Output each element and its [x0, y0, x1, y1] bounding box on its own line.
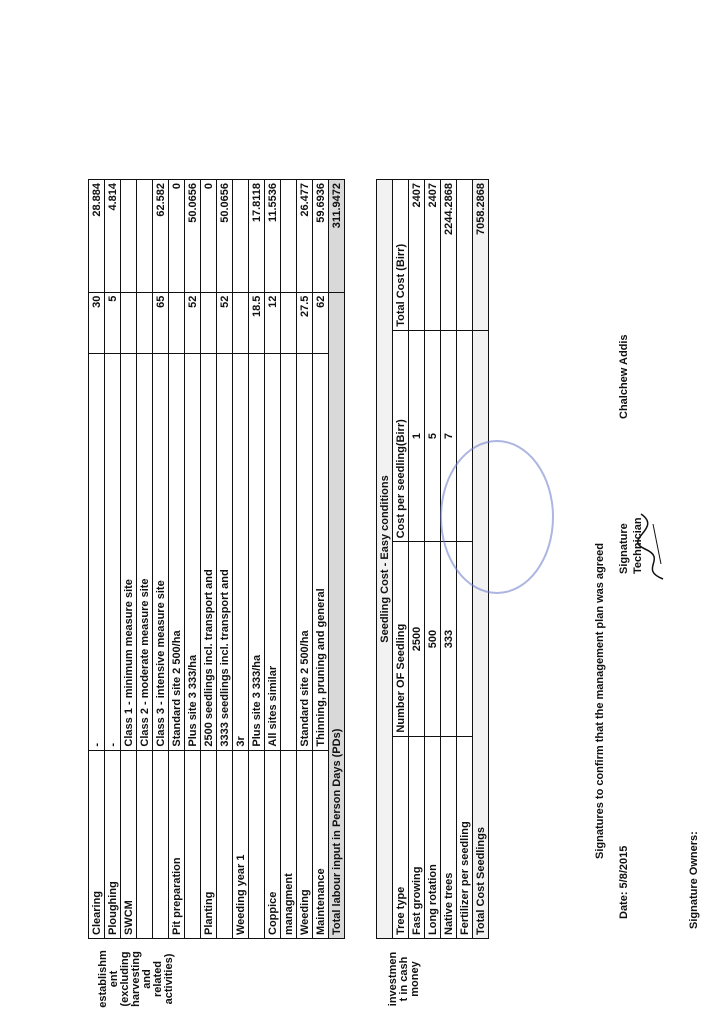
labour-row — [185, 180, 201, 939]
labour-row — [249, 180, 265, 939]
seedling-type: Long rotation — [425, 736, 441, 938]
seedling-cost-per: 7 — [441, 330, 457, 542]
labour-activity — [217, 750, 233, 938]
document-frame — [88, 4, 722, 1008]
seedling-type: Fast growing — [409, 736, 425, 938]
labour-cost — [137, 180, 153, 293]
signature-label: Signature — [618, 523, 630, 574]
labour-row — [217, 180, 233, 939]
header-number: Number OF Seedling — [393, 542, 409, 736]
labour-row — [281, 180, 297, 939]
labour-detail: 3r — [233, 353, 249, 750]
labour-detail: Class 3 - intensive measure site — [153, 353, 169, 750]
seedling-total: 2407 — [425, 180, 441, 331]
seedling-type: Fertilizer per seedling — [457, 736, 473, 938]
labour-cost: 0 — [201, 180, 217, 293]
technician-label: Technician — [632, 517, 644, 574]
seedling-number: 333 — [441, 542, 457, 736]
seedling-number: 500 — [425, 542, 441, 736]
labour-activity: SWCM — [121, 750, 137, 938]
seedling-total: 2407 — [409, 180, 425, 331]
labour-cost: 11.5536 — [265, 180, 281, 293]
labour-pds: 18.5 — [249, 292, 265, 353]
seedling-number: 2500 — [409, 542, 425, 736]
labour-detail: Plus site 3 333/ha — [185, 353, 201, 750]
establishment-label: establishm ent (excluding harvesting and related activities) — [97, 950, 175, 1008]
labour-pds: 12 — [265, 292, 281, 353]
seedling-row — [409, 180, 425, 939]
labour-pds — [137, 292, 153, 353]
seedling-title-row — [377, 180, 393, 939]
seedling-row — [425, 180, 441, 939]
labour-cost: 17.8118 — [249, 180, 265, 293]
labour-row — [153, 180, 169, 939]
seedling-title: Seedling Cost - Easy conditions — [377, 180, 393, 939]
labour-pds: 27.5 — [297, 292, 313, 353]
labour-activity: Planting — [201, 750, 217, 938]
header-tree-type: Tree type — [393, 736, 409, 938]
labour-activity — [185, 750, 201, 938]
labour-cost — [281, 180, 297, 293]
agreement-text: Signatures to confirm that the management plan was agreed — [594, 542, 606, 859]
technician-name: Chalchew Addis — [618, 334, 630, 419]
labour-cost — [121, 180, 137, 293]
labour-cost: 62.582 — [153, 180, 169, 293]
labour-cost: 50.0656 — [185, 180, 201, 293]
labour-pds: 52 — [217, 292, 233, 353]
labour-pds: 5 — [105, 292, 121, 353]
labour-total-cost: 311.9472 — [329, 180, 345, 293]
labour-cost: 4.814 — [105, 180, 121, 293]
labour-total-label: Total labour input in Person Days (PDs) — [329, 292, 345, 938]
labour-row — [137, 180, 153, 939]
labour-detail: - — [89, 353, 105, 750]
labour-pds — [201, 292, 217, 353]
labour-activity — [249, 750, 265, 938]
labour-total-row — [329, 180, 345, 939]
labour-cost: 26.477 — [297, 180, 313, 293]
labour-activity: Weeding — [297, 750, 313, 938]
labour-detail: All sites similar — [265, 353, 281, 750]
labour-cost: 50.0656 — [217, 180, 233, 293]
owners-signature: Signature Owners: — [688, 831, 700, 929]
labour-row — [313, 180, 329, 939]
labour-detail: Standard site 2 500/ha — [297, 353, 313, 750]
labour-pds: 65 — [153, 292, 169, 353]
seedling-total-label: Total Cost Seedlings — [473, 330, 489, 938]
labour-activity: Maintenance — [313, 750, 329, 938]
labour-detail: Thinning, pruning and general — [313, 353, 329, 750]
handwritten-signature — [633, 504, 673, 584]
labour-pds: 30 — [89, 292, 105, 353]
labour-activity — [137, 750, 153, 938]
labour-cost — [233, 180, 249, 293]
labour-detail: 3333 seedlings incl. transport and — [217, 353, 233, 750]
labour-row — [201, 180, 217, 939]
labour-cost: 59.6936 — [313, 180, 329, 293]
header-cost-per: Cost per seedling(Birr) — [393, 330, 409, 542]
labour-pds — [233, 292, 249, 353]
labour-pds: 62 — [313, 292, 329, 353]
labour-row — [169, 180, 185, 939]
labour-detail: 2500 seedlings incl. transport and — [201, 353, 217, 750]
labour-row — [121, 180, 137, 939]
seedling-cost-per: 1 — [409, 330, 425, 542]
labour-activity: Coppice — [265, 750, 281, 938]
seedling-total: 2244.2868 — [441, 180, 457, 331]
labour-detail: Class 1 - minimum measure site — [121, 353, 137, 750]
labour-detail: Plus site 3 333/ha — [249, 353, 265, 750]
labour-pds — [121, 292, 137, 353]
labour-detail: - — [105, 353, 121, 750]
labour-row — [297, 180, 313, 939]
labour-row — [89, 180, 105, 939]
seedling-total — [457, 180, 473, 331]
header-total: Total Cost (Birr) — [393, 180, 409, 331]
seedling-cost-per: 5 — [425, 330, 441, 542]
labour-pds — [169, 292, 185, 353]
labour-activity: managment — [281, 750, 297, 938]
labour-detail: Class 2 - moderate measure site — [137, 353, 153, 750]
labour-detail — [281, 353, 297, 750]
labour-detail: Standard site 2 500/ha — [169, 353, 185, 750]
seedling-total-value: 7058.2868 — [473, 180, 489, 331]
date-text: Date: 5/8/2015 — [618, 845, 630, 919]
labour-cost: 28.884 — [89, 180, 105, 293]
labour-row — [233, 180, 249, 939]
labour-activity: Clearing — [89, 750, 105, 938]
seedling-type: Native trees — [441, 736, 457, 938]
labour-row — [265, 180, 281, 939]
labour-activity: Ploughing — [105, 750, 121, 938]
labour-row — [105, 180, 121, 939]
investment-label: investmen t in cash money — [387, 951, 421, 1007]
seedling-header-row — [393, 180, 409, 939]
labour-table — [88, 179, 345, 939]
labour-pds: 52 — [185, 292, 201, 353]
labour-pds — [281, 292, 297, 353]
labour-activity: Weeding year 1 — [233, 750, 249, 938]
official-stamp — [440, 440, 554, 594]
labour-activity — [153, 750, 169, 938]
labour-activity: Pit preparation — [169, 750, 185, 938]
labour-cost: 0 — [169, 180, 185, 293]
